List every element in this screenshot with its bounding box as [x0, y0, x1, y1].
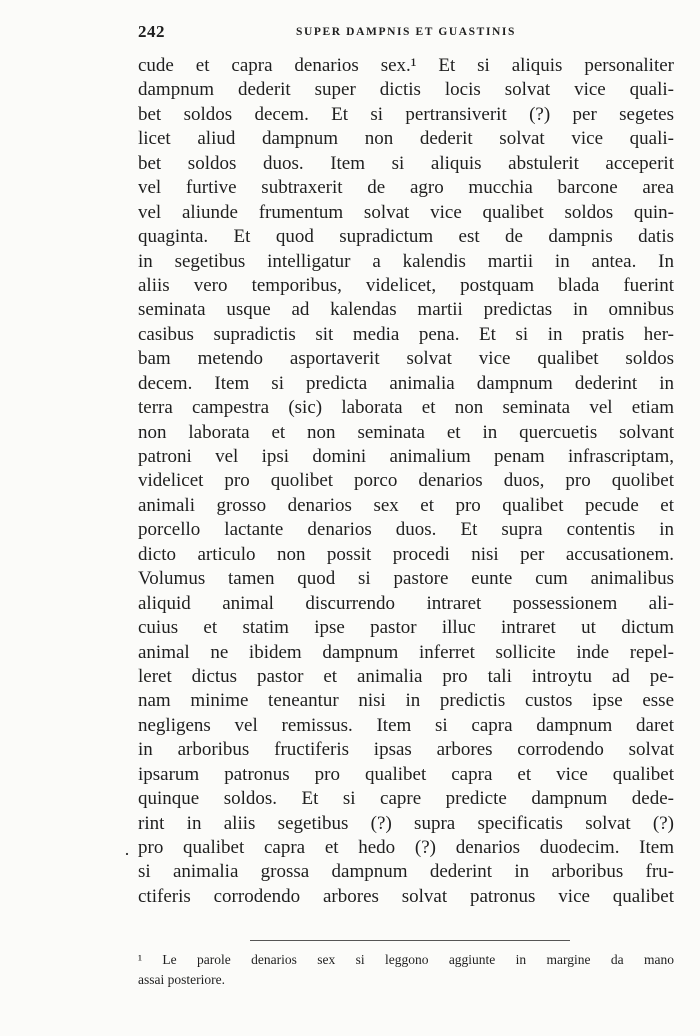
- text-line: pro qualibet capra et hedo (?) denarios duodecim. Item: [138, 837, 674, 858]
- text-line: decem. Item si predicta animalia dampnum dederint in: [138, 372, 674, 394]
- text-line: leret dictus pastor et animalia pro tali introytu ad pe-: [138, 665, 674, 687]
- footnote: [138, 950, 674, 990]
- text-line: bet soldos decem. Et si pertransiverit (?) per segetes: [138, 103, 674, 125]
- text-line: bet soldos duos. Item si aliquis abstulerit acceperit: [138, 152, 674, 174]
- footnote-line: assai posteriore.: [138, 972, 225, 987]
- text-line: nam minime teneantur nisi in predictis custos ipse esse: [138, 690, 674, 712]
- text-line: ctiferis corrodendo arbores solvat patronus vice qualibet: [138, 885, 674, 907]
- text-line: non laborata et non seminata et in quercuetis solvant: [138, 421, 674, 443]
- text-line: seminata usque ad kalendas martii predictas in omnibus: [138, 299, 674, 321]
- text-line: quaginta. Et quod supradictum est de dampnis datis: [138, 226, 674, 248]
- body-text: [138, 54, 674, 909]
- text-line: cude et capra denarios sex.¹ Et si aliquis personaliter: [138, 55, 674, 76]
- text-line: quinque soldos. Et si capre predicte dampnum dede-: [138, 788, 674, 810]
- text-line: cuius et statim ipse pastor illuc intraret ut dictum: [138, 617, 674, 639]
- text-line: Volumus tamen quod si pastore eunte cum animalibus: [138, 568, 674, 590]
- running-head: [138, 22, 674, 46]
- text-line: dampnum dederit super dictis locis solvat vice quali-: [138, 79, 674, 101]
- text-line: terra campestra (sic) laborata et non seminata vel etiam: [138, 397, 674, 419]
- text-line: bam metendo asportaverit solvat vice qualibet soldos: [138, 348, 674, 370]
- text-line: animali grosso denarios sex et pro qualibet pecude et: [138, 494, 674, 516]
- text-line: vel aliunde frumentum solvat vice qualibet soldos quin-: [138, 201, 674, 223]
- text-line: si animalia grossa dampnum dederint in arboribus fru-: [138, 861, 674, 883]
- text-line: dicto articulo non possit procedi nisi per accusationem.: [138, 543, 674, 565]
- text-line: in segetibus intelligatur a kalendis martii in antea. In: [138, 250, 674, 272]
- text-line: casibus supradictis sit media pena. Et si in pratis her-: [138, 323, 674, 345]
- text-line: in arboribus fructiferis ipsas arbores corrodendo solvat: [138, 739, 674, 761]
- text-line: videlicet pro quolibet porco denarios duos, pro quolibet: [138, 470, 674, 492]
- text-line: licet aliud dampnum non dederit solvat vice quali-: [138, 128, 674, 150]
- footnote-divider: [250, 940, 570, 941]
- text-line: animal ne ibidem dampnum inferret sollicite inde repel-: [138, 641, 674, 663]
- footnote-line: ¹ Le parole denarios sex si leggono aggiunte in margine da mano: [138, 952, 674, 967]
- text-line: rint in aliis segetibus (?) supra specificatis solvat (?): [138, 812, 674, 834]
- text-line: porcello lactante denarios duos. Et supra contentis in: [138, 519, 674, 541]
- running-title: SUPER DAMPNIS ET GUASTINIS: [296, 26, 516, 38]
- margin-mark: ·: [124, 844, 130, 864]
- text-line: aliis vero temporibus, videlicet, postquam blada fuerint: [138, 274, 674, 296]
- text-line: vel furtive subtraxerit de agro mucchia barcone area: [138, 177, 674, 199]
- page-number: 242: [138, 22, 165, 41]
- text-line: aliquid animal discurrendo intraret possessionem ali-: [138, 592, 674, 614]
- text-line: negligens vel remissus. Item si capra dampnum daret: [138, 714, 674, 736]
- text-line: patroni vel ipsi domini animalium penam infrascriptam,: [138, 446, 674, 467]
- text-line: ipsarum patronus pro qualibet capra et vice qualibet: [138, 763, 674, 785]
